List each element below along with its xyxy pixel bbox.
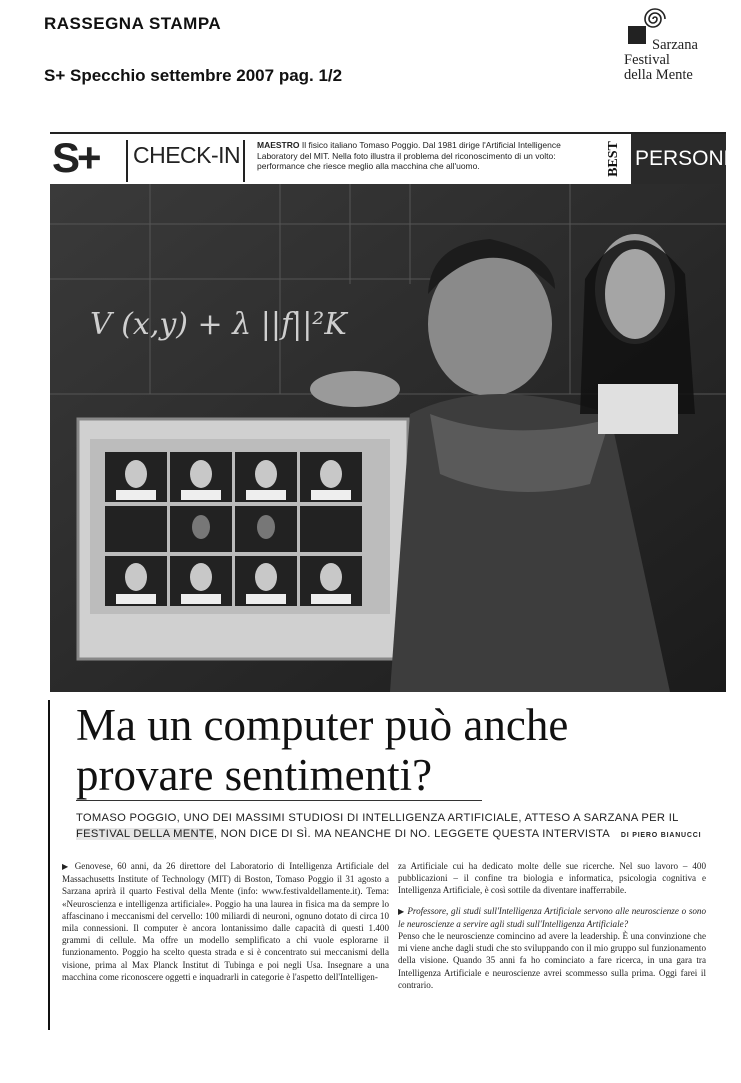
headline-line-1: Ma un computer può anche xyxy=(76,700,569,750)
article-headline xyxy=(76,700,568,800)
best-text: BEST xyxy=(605,141,621,177)
magazine-brand-text: S+ xyxy=(52,134,99,181)
magazine-brand xyxy=(52,136,99,180)
column-1-text: Genovese, 60 anni, da 26 direttore del Laboratorio di Intelligenza Artificiale del Massachusetts Institute of Technology (MIT) di Boston, Tomaso Poggio il 31 agosto a Sarzana aprirà il quarto Festival della Mente (info: www.festivaldellamente.it). Tema: «Neuroscienza e intelligenza artificiale». Poggio ha una laurea in fisica ma da sempre lo affascinano i meccanismi del cervello: 100 miliardi di neuroni, ognuno dotato di circa 10 mila connessioni. Il computer è ancora lontanissimo dalle capacità di questi 1.400 grammi di cellule. Ma offre un modello semplificato a chi vuole esplorarne il funzionamento. Poggio ha scelto questa strada e si è concentrato sui meccanismi della visione, prima al Max Planck Institut di Tubinga e poi negli Usa. Insegnare a una macchina come riconoscere oggetti e inquadrarli in categorie è l'aspetto dell'Intelligen- xyxy=(62,861,390,982)
logo-line-1: Sarzana xyxy=(652,37,698,53)
section-check-in: CHECK-IN xyxy=(133,142,241,168)
festival-logo xyxy=(624,4,724,84)
best-label xyxy=(605,134,630,184)
logo-line-2: Festival xyxy=(624,52,670,68)
column-2-text-2: Penso che le neuroscienze comincino ad avere la leadership. È una convinzione che mi viene anche dagli studi che sto sviluppando con il mio gruppo sul funzionamento della visione. Quando 35 anni fa ho cominciato a fare ricerca, in una gara tra Intelligenza Artificiale e neuroscienze avrei scommesso sulla prima. Oggi farei il contrario. xyxy=(398,931,706,990)
deck-text-1: TOMASO POGGIO, UNO DEI MASSIMI STUDIOSI DI INTELLIGENZA ARTIFICIALE, ATTESO A SARZANA PER IL xyxy=(76,812,679,824)
interview-question xyxy=(398,905,706,930)
column-2-text-1: za Artificiale cui ha dedicato molte delle sue ricerche. Nel suo lavoro – 400 pubblicazioni – il confine tra biologia e informatica, psicologia cognitiva e Intelligenza Artificiale, è così sottile da diventare inafferrabile. xyxy=(398,861,706,896)
article-margin-rule xyxy=(48,700,50,1030)
paragraph-arrow-icon: ▶ xyxy=(62,862,71,871)
deck-text-2: , NON DICE DI SÌ. MA NEANCHE DI NO. LEGGETE QUESTA INTERVISTA xyxy=(213,828,610,840)
band-divider xyxy=(126,140,128,182)
question-arrow-icon: ▶ xyxy=(398,906,405,916)
article-column-1 xyxy=(62,860,389,983)
question-text: Professore, gli studi sull'Intelligenza Artificiale servono alle neuroscienze o sono le neuroscienze a servire agli studi sull'Intelligenza Artificiale? xyxy=(398,905,707,929)
article-byline: DI PIERO BIANUCCI xyxy=(620,832,702,839)
logo-square-icon xyxy=(628,26,646,44)
headline-line-2: provare sentimenti? xyxy=(76,750,433,800)
caption-text: Il fisico italiano Tomaso Poggio. Dal 1981 dirige l'Artificial Intelligence Laboratory del MIT. Nella foto illustra il problema del riconoscimento di un volto: performance che riesce meglio alla macchina che all'uomo. xyxy=(257,140,561,171)
band-divider xyxy=(243,140,245,182)
photo-illustration xyxy=(50,184,726,692)
chalkboard-formula: V (x,y) + λ ||f||²K xyxy=(90,307,347,342)
logo-line-3: della Mente xyxy=(624,67,693,83)
caption-label: MAESTRO xyxy=(257,140,300,150)
photo-caption xyxy=(257,140,597,172)
press-source-line: S+ Specchio settembre 2007 pag. 1/2 xyxy=(44,66,343,85)
headline-rule xyxy=(76,800,482,801)
deck-highlight: FESTIVAL DELLA MENTE xyxy=(76,828,214,840)
article-deck xyxy=(76,810,716,844)
article-photo xyxy=(50,184,726,692)
press-review-title: RASSEGNA STAMPA xyxy=(44,14,222,33)
section-persone: PERSONE xyxy=(631,134,726,184)
article-column-2 xyxy=(398,860,706,991)
